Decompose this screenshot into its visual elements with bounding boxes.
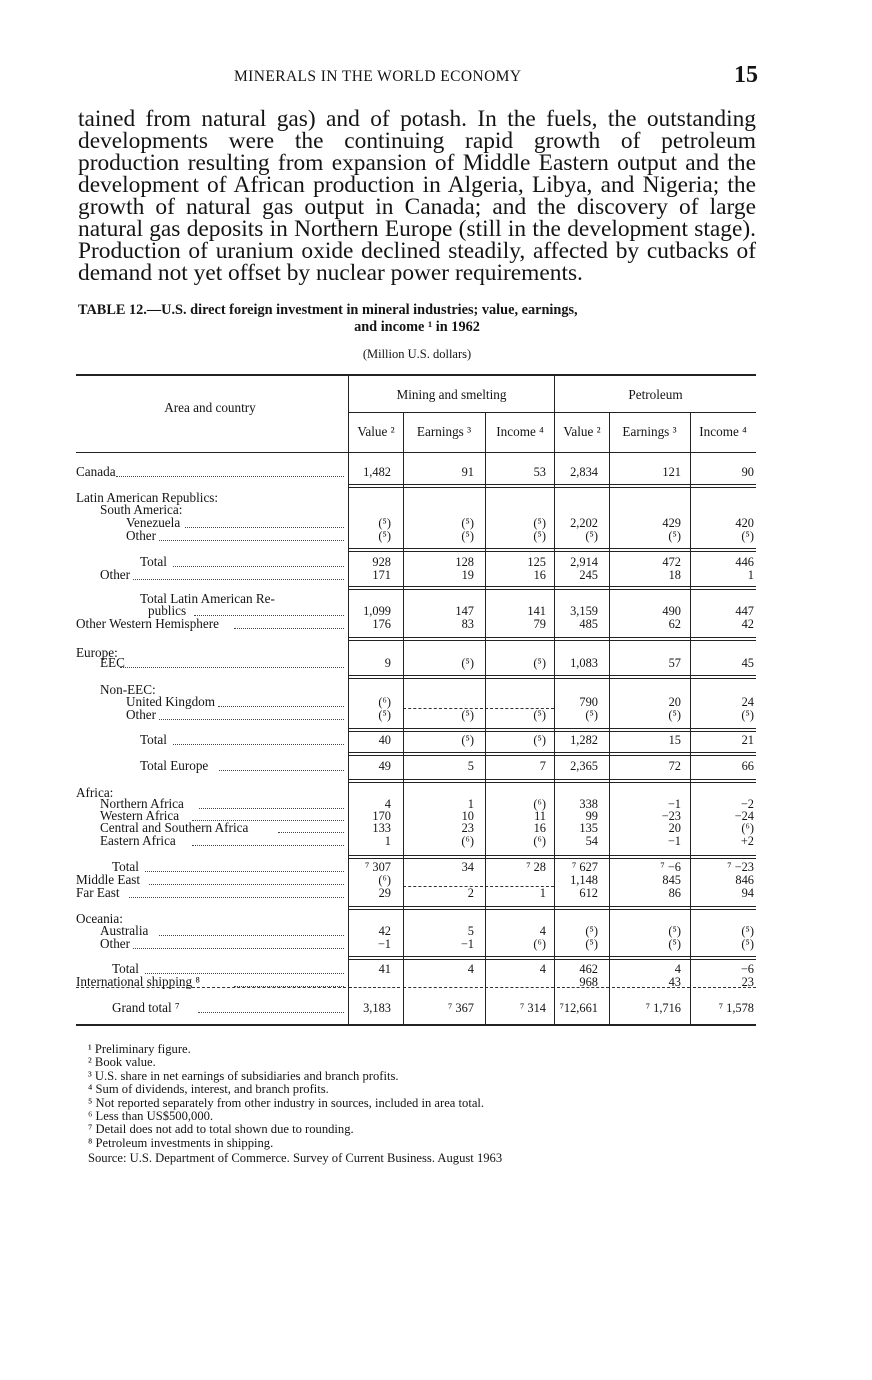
table-cell: (⁵): [585, 937, 598, 951]
dot-leader: [173, 566, 344, 568]
row-label: EEC: [100, 655, 125, 670]
table-cell: 2,202: [570, 516, 598, 530]
table-cell: 135: [579, 821, 598, 835]
row-separator: [349, 755, 756, 756]
row-separator: [349, 728, 756, 729]
table-cell: 99: [585, 809, 598, 823]
row-label: Far East: [76, 885, 120, 900]
table-cell: (⁵): [668, 529, 681, 543]
footnote: ⁴ Sum of dividends, interest, and branch profits.: [88, 1082, 329, 1097]
table-cell: (⁶): [378, 695, 391, 709]
row-label: South America:: [100, 502, 183, 517]
table-cell: (⁵): [461, 529, 474, 543]
table-cell: 968: [579, 975, 598, 989]
table-cell: 29: [378, 886, 391, 900]
table-cell: 141: [527, 604, 546, 618]
table-cell: 133: [372, 821, 391, 835]
table-cell: −23: [661, 809, 681, 823]
table-cell: 928: [372, 555, 391, 569]
table-cell: 24: [741, 695, 754, 709]
table-cell: (⁵): [378, 529, 391, 543]
table-cell: ⁷12,661: [559, 1001, 598, 1015]
table-cell: (⁶): [533, 937, 546, 951]
table-cell: 42: [378, 924, 391, 938]
column-header: Income ⁴: [699, 424, 747, 439]
row-label: Other: [126, 707, 157, 722]
table-cell: −6: [740, 962, 754, 976]
row-separator: [349, 640, 756, 641]
dot-leader: [159, 540, 344, 542]
column-divider: [609, 413, 610, 1024]
column-divider: [403, 413, 404, 1024]
table-cell: 20: [668, 821, 681, 835]
table-cell: 5: [467, 759, 474, 773]
row-separator: [349, 782, 756, 783]
table-cell: 86: [668, 886, 681, 900]
table-cell: 245: [579, 568, 598, 582]
row-label: Total: [140, 554, 167, 569]
dot-leader: [159, 719, 344, 721]
table-cell: (⁵): [668, 924, 681, 938]
row-separator: [349, 752, 756, 753]
table-cell: 1,482: [363, 465, 391, 479]
table-cell: ⁷ 627: [571, 860, 598, 874]
table-cell: 1,282: [570, 733, 598, 747]
table-cell: 20: [668, 695, 681, 709]
table-cell: 4: [539, 962, 546, 976]
table-cell: 125: [527, 555, 546, 569]
table-cell: (⁶): [533, 834, 546, 848]
dashed-separator: [349, 987, 400, 989]
table-cell: 10: [461, 809, 474, 823]
table-cell: 4: [384, 797, 391, 811]
row-separator: [349, 551, 756, 552]
table-cell: 45: [741, 656, 754, 670]
table-cell: (⁶): [378, 873, 391, 887]
table-cell: 43: [668, 975, 681, 989]
table-cell: 147: [455, 604, 474, 618]
dot-leader: [120, 667, 344, 669]
row-separator: [349, 678, 756, 679]
table-cell: 7: [539, 759, 546, 773]
table-cell: 420: [735, 516, 754, 530]
row-label: Western Africa: [100, 808, 180, 823]
table-cell: 462: [579, 962, 598, 976]
row-label: publics: [148, 603, 187, 618]
row-separator: [349, 855, 756, 856]
table-cell: 1: [467, 797, 474, 811]
row-separator: [349, 548, 756, 549]
table-cell: (⁵): [533, 733, 546, 747]
row-label: Other: [100, 567, 131, 582]
row-separator: [349, 487, 756, 488]
table-cell: 1,083: [570, 656, 598, 670]
table-cell: 790: [579, 695, 598, 709]
row-separator: [349, 909, 756, 910]
table-cell: 94: [741, 886, 754, 900]
table-cell: (⁵): [585, 529, 598, 543]
table-cell: 57: [668, 656, 681, 670]
table-cell: (⁵): [533, 516, 546, 530]
row-separator: [349, 858, 756, 859]
column-header: Earnings ³: [622, 424, 677, 439]
table-cell: (⁵): [668, 708, 681, 722]
footnote: ¹ Preliminary figure.: [88, 1042, 191, 1056]
table-cell: (⁵): [668, 937, 681, 951]
row-separator: [349, 675, 756, 676]
table-cell: 2,914: [570, 555, 598, 569]
table-cell: +2: [740, 834, 754, 848]
table-cell: 4: [674, 962, 681, 976]
table-cell: 446: [735, 555, 754, 569]
table-cell: 490: [662, 604, 681, 618]
table-cell: 16: [533, 821, 546, 835]
table-cell: ⁷ 1,716: [645, 1001, 681, 1015]
table-cell: (⁵): [461, 516, 474, 530]
table-cell: 18: [668, 568, 681, 582]
table-cell: 42: [741, 617, 754, 631]
row-label: Northern Africa: [100, 796, 184, 811]
row-label: Non-EEC:: [100, 682, 156, 697]
row-label: Other Western Hemisphere: [76, 616, 219, 631]
row-separator: [349, 484, 756, 485]
table-cell: (⁵): [741, 924, 754, 938]
table-cell: 72: [668, 759, 681, 773]
table-cell: 121: [662, 465, 681, 479]
row-label: Australia: [100, 923, 149, 938]
table-cell: 15: [668, 733, 681, 747]
row-separator: [349, 959, 756, 960]
table-cell: 83: [461, 617, 474, 631]
table-cell: (⁵): [585, 708, 598, 722]
table-cell: 2: [467, 886, 474, 900]
table-cell: 9: [384, 656, 391, 670]
table-cell: 40: [378, 733, 391, 747]
table-cell: ⁷ −23: [727, 860, 754, 874]
row-label: Africa:: [76, 785, 114, 800]
row-separator: [349, 779, 756, 780]
dot-leader: [159, 935, 344, 937]
table-cell: 845: [662, 873, 681, 887]
table-cell: (⁵): [378, 516, 391, 530]
row-label: Venezuela: [126, 515, 181, 530]
table-cell: 447: [735, 604, 754, 618]
table-cell: 1,148: [570, 873, 598, 887]
table-cell: 1: [747, 568, 754, 582]
table-cell: 485: [579, 617, 598, 631]
table-cell: 21: [741, 733, 754, 747]
dot-leader: [149, 884, 344, 886]
column-header: Income ⁴: [496, 424, 544, 439]
table-cell: (⁵): [378, 708, 391, 722]
source-note: Source: U.S. Department of Commerce. Survey of Current Business. August 1963: [88, 1151, 503, 1165]
dot-leader: [129, 897, 344, 899]
dot-leader: [133, 579, 344, 581]
table-cell: (⁵): [533, 529, 546, 543]
row-label: Other: [100, 936, 131, 951]
row-label: Total: [140, 732, 167, 747]
table-cell: 19: [461, 568, 474, 582]
table-cell: ⁷ 307: [364, 860, 391, 874]
table-cell: (⁵): [533, 656, 546, 670]
table-cell: ⁷ 367: [447, 1001, 474, 1015]
table-title-line-2: and income ¹ in 1962: [354, 319, 480, 335]
row-separator: [349, 906, 756, 907]
row-separator: [349, 637, 756, 638]
table-cell: 66: [741, 759, 754, 773]
row-separator: [349, 731, 756, 732]
table-cell: (⁶): [741, 821, 754, 835]
row-label: United Kingdom: [126, 694, 216, 709]
table-cell: 1: [384, 834, 391, 848]
table-cell: 429: [662, 516, 681, 530]
footnote: ⁵ Not reported separately from other industry in sources, included in area total.: [88, 1095, 485, 1110]
table-cell: 846: [735, 873, 754, 887]
dot-leader: [133, 948, 344, 950]
table-cell: 3,159: [570, 604, 598, 618]
table-cell: −2: [740, 797, 754, 811]
table-cell: −24: [734, 809, 754, 823]
table-cell: 3,183: [363, 1001, 391, 1015]
column-header: Value ²: [563, 424, 601, 439]
table-cell: 23: [741, 975, 754, 989]
table-cell: −1: [377, 937, 391, 951]
dot-leader: [234, 986, 344, 988]
footnote: ⁶ Less than US$500,000.: [88, 1109, 214, 1124]
row-label: International shipping ⁸: [76, 974, 200, 989]
table-cell: 90: [741, 465, 754, 479]
table-cell: 612: [579, 886, 598, 900]
table-cell: 4: [539, 924, 546, 938]
table-cell: ⁷ 314: [519, 1001, 546, 1015]
row-label: Total Europe: [140, 758, 209, 773]
table-title-line-1: TABLE 12.—U.S. direct foreign investment in mineral industries; value, earnings,: [78, 302, 578, 318]
body-paragraph: tained from natural gas) and of potash. In the fuels, the outstanding developments were the continuing rapid growth of petroleum production resulting from expansion of Middle Eastern output and the development of African production in Algeria, Libya, and Nigeria; the growth of natural gas output in Canada; and the discovery of large natural gas deposits in Northern Europe (still in the development stage). Production of uranium oxide declined steadily, affected by cutbacks of demand not yet offset by nuclear power requirements.: [78, 106, 756, 286]
dot-leader: [173, 744, 344, 746]
group-header: Petroleum: [628, 387, 683, 402]
column-header: Earnings ³: [416, 424, 472, 439]
dot-leader: [192, 845, 344, 847]
row-label: Other: [126, 528, 157, 543]
table-cell: 171: [372, 568, 391, 582]
dot-leader: [116, 476, 344, 478]
table-cell: 5: [467, 924, 474, 938]
table-cell: (⁵): [741, 708, 754, 722]
row-label: Eastern Africa: [100, 833, 176, 848]
table-unit: (Million U.S. dollars): [362, 347, 472, 361]
header-bottom-rule: [76, 452, 756, 453]
table-cell: 472: [662, 555, 681, 569]
table-cell: ⁷ 28: [526, 860, 546, 874]
table-cell: 16: [533, 568, 546, 582]
footnotes: [88, 1043, 484, 1150]
row-separator: [349, 956, 756, 957]
table-cell: 49: [378, 759, 391, 773]
table-cell: 176: [372, 617, 391, 631]
table-cell: 34: [461, 860, 474, 874]
table-cell: ⁷ −6: [660, 860, 681, 874]
row-label: Canada: [76, 464, 116, 479]
row-label: Oceania:: [76, 911, 123, 926]
table-cell: 1,099: [363, 604, 391, 618]
table-cell: 54: [585, 834, 598, 848]
dashed-separator: [403, 987, 483, 989]
table-cell: 62: [668, 617, 681, 631]
row-separator: [349, 589, 756, 590]
table-cell: −1: [667, 834, 681, 848]
stub-header: Area and country: [164, 400, 256, 415]
table-cell: −1: [460, 937, 474, 951]
column-header: Value ²: [357, 424, 395, 439]
row-label: Total: [112, 859, 139, 874]
table-cell: (⁵): [461, 733, 474, 747]
table-cell: (⁵): [741, 937, 754, 951]
row-label: Grand total ⁷: [112, 1000, 180, 1015]
table-cell: (⁶): [461, 834, 474, 848]
page-number: 15: [734, 62, 758, 88]
table-cell: 41: [378, 962, 391, 976]
table-cell: (⁵): [461, 708, 474, 722]
table-cell: 128: [455, 555, 474, 569]
table-cell: −1: [667, 797, 681, 811]
table-cell: 79: [533, 617, 546, 631]
footnote: ³ U.S. share in net earnings of subsidiaries and branch profits.: [88, 1068, 399, 1083]
group-header: Mining and smelting: [396, 387, 507, 402]
table-cell: 53: [533, 465, 546, 479]
footnote: ⁸ Petroleum investments in shipping.: [88, 1135, 274, 1150]
running-title: MINERALS IN THE WORLD ECONOMY: [234, 68, 522, 85]
row-label: Middle East: [76, 872, 141, 887]
group-underline: [349, 412, 756, 413]
table-cell: 2,834: [570, 465, 598, 479]
table-cell: ⁷ 1,578: [718, 1001, 754, 1015]
table-cell: (⁵): [585, 924, 598, 938]
footnote: ² Book value.: [88, 1055, 156, 1070]
table-cell: 91: [461, 465, 474, 479]
row-label: Central and Southern Africa: [100, 820, 249, 835]
table-cell: 23: [461, 821, 474, 835]
row-label: Total Latin American Re-: [140, 591, 275, 606]
table-bottom-rule: [76, 1024, 756, 1026]
table-cell: (⁵): [533, 708, 546, 722]
table-cell: 2,365: [570, 759, 598, 773]
table-top-rule: [76, 374, 756, 376]
footnote: ⁷ Detail does not add to total shown due to rounding.: [88, 1122, 354, 1137]
row-label: Total: [112, 961, 139, 976]
row-label: Latin American Republics:: [76, 490, 219, 505]
table-cell: 338: [579, 797, 598, 811]
table-cell: (⁵): [461, 656, 474, 670]
table-cell: 1: [539, 886, 546, 900]
table-cell: 170: [372, 809, 391, 823]
dot-leader: [145, 871, 344, 873]
table-cell: 4: [467, 962, 474, 976]
dot-leader: [185, 527, 344, 529]
row-label: Europe:: [76, 645, 118, 660]
table-cell: (⁶): [533, 797, 546, 811]
table-cell: (⁵): [741, 529, 754, 543]
row-separator: [349, 586, 756, 587]
table-cell: 11: [534, 809, 546, 823]
